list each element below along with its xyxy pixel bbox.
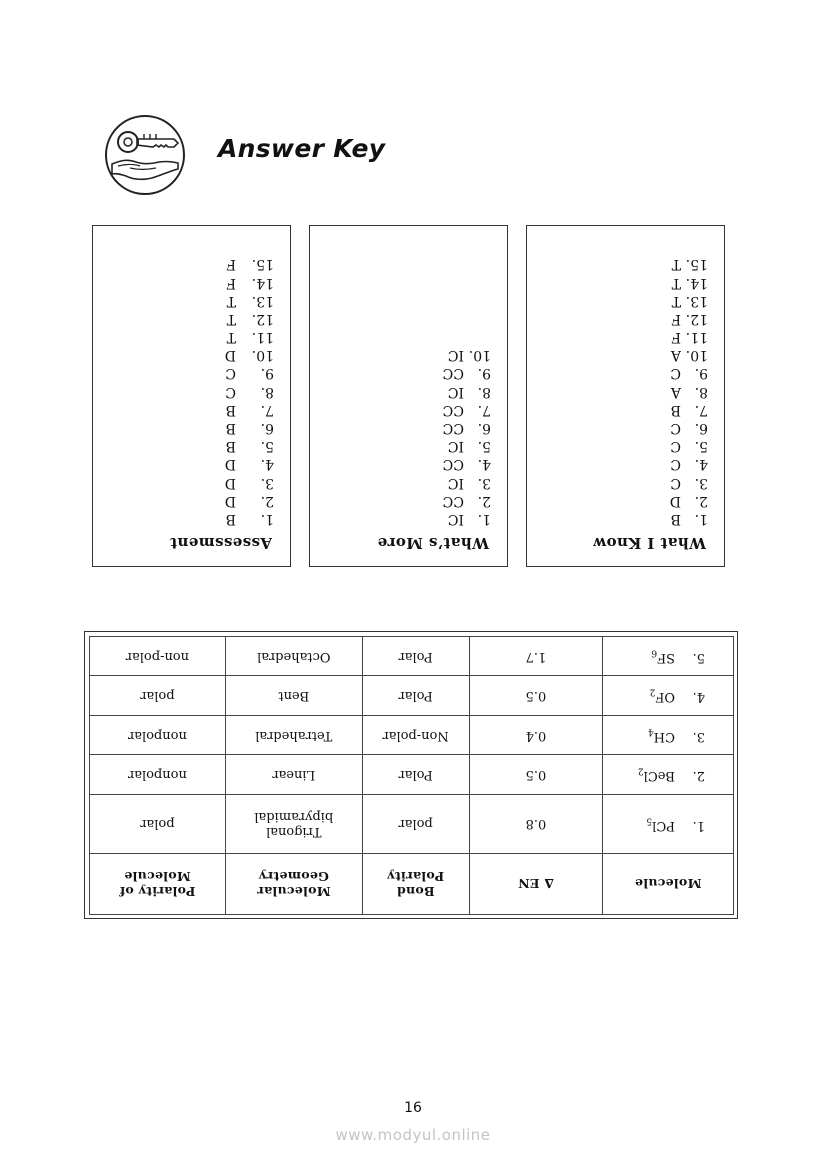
list-item: 12.T (226, 310, 274, 327)
table-header-row (90, 853, 734, 914)
whats-more-box (309, 225, 508, 567)
list-item: 6.C (670, 420, 708, 437)
molecule-cell: $4.OF_2$ (603, 676, 734, 715)
list-item: 5.IC (447, 438, 491, 455)
table-row (90, 676, 734, 715)
list-item: 8.C (225, 383, 274, 400)
table-row (90, 715, 734, 754)
list-item: 4.C (670, 456, 708, 473)
what-i-know-box (526, 225, 725, 567)
list-item: 9.C (225, 365, 274, 382)
whats-more-list (443, 346, 491, 528)
list-item: 9.CC (442, 365, 491, 382)
bond-polarity-cell: polar (362, 794, 469, 853)
delta-en-cell: 0.8 (469, 794, 603, 853)
list-item: 4.CC (442, 456, 491, 473)
molecule-polarity-cell: polar (90, 794, 226, 853)
key-in-hand-icon (104, 114, 186, 196)
bond-polarity-cell: Polar (362, 676, 469, 715)
molecule-cell: $3.CH_4$ (603, 715, 734, 754)
list-item: 5.C (670, 438, 708, 455)
header-molecular-geometry: Molecular Geometry (225, 853, 362, 914)
list-item: 10.D (224, 347, 274, 364)
list-item: 11.T (226, 329, 274, 346)
molecule-cell: $5.SF_6$ (603, 637, 734, 676)
geometry-cell: Linear (225, 755, 362, 794)
watermark: www.modyul.online (335, 1126, 491, 1144)
molecule-polarity-cell: non-polar (90, 637, 226, 676)
list-item: 3.D (224, 474, 274, 491)
what-i-know-list (670, 255, 708, 528)
bond-polarity-cell: Polar (362, 637, 469, 676)
assessment-box (92, 225, 291, 567)
geometry-cell: Tetrahedral (225, 715, 362, 754)
molecule-polarity-cell: polar (90, 676, 226, 715)
list-item: 7.B (225, 401, 274, 418)
assessment-heading: Assessment (169, 534, 272, 552)
list-item: 10.A (670, 347, 708, 364)
page-number: 16 (404, 1100, 422, 1116)
header-bond-polarity: Bond Polarity (362, 853, 469, 914)
list-item: 6.B (225, 420, 274, 437)
delta-en-cell: 1.7 (469, 637, 603, 676)
list-item: 15.F (226, 256, 274, 273)
list-item: 12.F (671, 310, 708, 327)
what-i-know-heading: What I Know (592, 534, 706, 552)
list-item: 1.B (670, 511, 708, 527)
list-item: 3.IC (447, 474, 491, 491)
table-row (90, 637, 734, 676)
delta-en-cell: 0.4 (469, 715, 603, 754)
molecule-polarity-cell: nonpolar (90, 755, 226, 794)
list-item: 8.A (670, 383, 708, 400)
list-item: 7.B (670, 401, 708, 418)
geometry-cell: Trigonal bipyramidal (225, 794, 362, 853)
table-row (90, 755, 734, 794)
geometry-cell: Octahedral (225, 637, 362, 676)
page-title: Answer Key (218, 134, 386, 163)
list-item: 8.IC (447, 383, 491, 400)
list-item: 14.F (226, 274, 274, 291)
delta-en-cell: 0.5 (469, 755, 603, 794)
list-item: 6.CC (442, 420, 491, 437)
list-item: 15.T (671, 256, 708, 273)
list-item: 5.B (225, 438, 274, 455)
molecule-cell: 1.PCl$_5$ (603, 794, 734, 853)
bond-polarity-cell: Polar (362, 755, 469, 794)
list-item: 1.B (225, 511, 274, 527)
header-molecule: Molecule (603, 853, 734, 914)
list-item: 3.C (670, 474, 708, 491)
list-item: 2.CC (442, 492, 491, 509)
list-item: 10.IC (447, 347, 491, 364)
list-item: 14.T (671, 274, 708, 291)
molecule-polarity-table (89, 636, 734, 915)
list-item: 1.IC (447, 511, 491, 527)
list-item: 2.D (224, 492, 274, 509)
list-item: 13.T (226, 292, 274, 309)
header-polarity-of-molecule: Polarity of Molecule (90, 853, 226, 914)
geometry-cell: Bent (225, 676, 362, 715)
delta-en-cell: 0.5 (469, 676, 603, 715)
molecule-cell: 2.BeCl$_2$ (603, 755, 734, 794)
list-item: 9.C (670, 365, 708, 382)
list-item: 4.D (224, 456, 274, 473)
assessment-list (225, 255, 274, 528)
molecule-polarity-table-frame (84, 631, 738, 919)
list-item: 2.D (669, 492, 708, 509)
list-item: 13.T (671, 292, 708, 309)
molecule-polarity-cell: nonpolar (90, 715, 226, 754)
list-item: 7.CC (442, 401, 491, 418)
whats-more-heading: What’s More (377, 534, 489, 552)
bond-polarity-cell: Non-polar (362, 715, 469, 754)
list-item: 11.F (671, 329, 708, 346)
table-row (90, 794, 734, 853)
header-delta-en: ∆ EN (469, 853, 603, 914)
